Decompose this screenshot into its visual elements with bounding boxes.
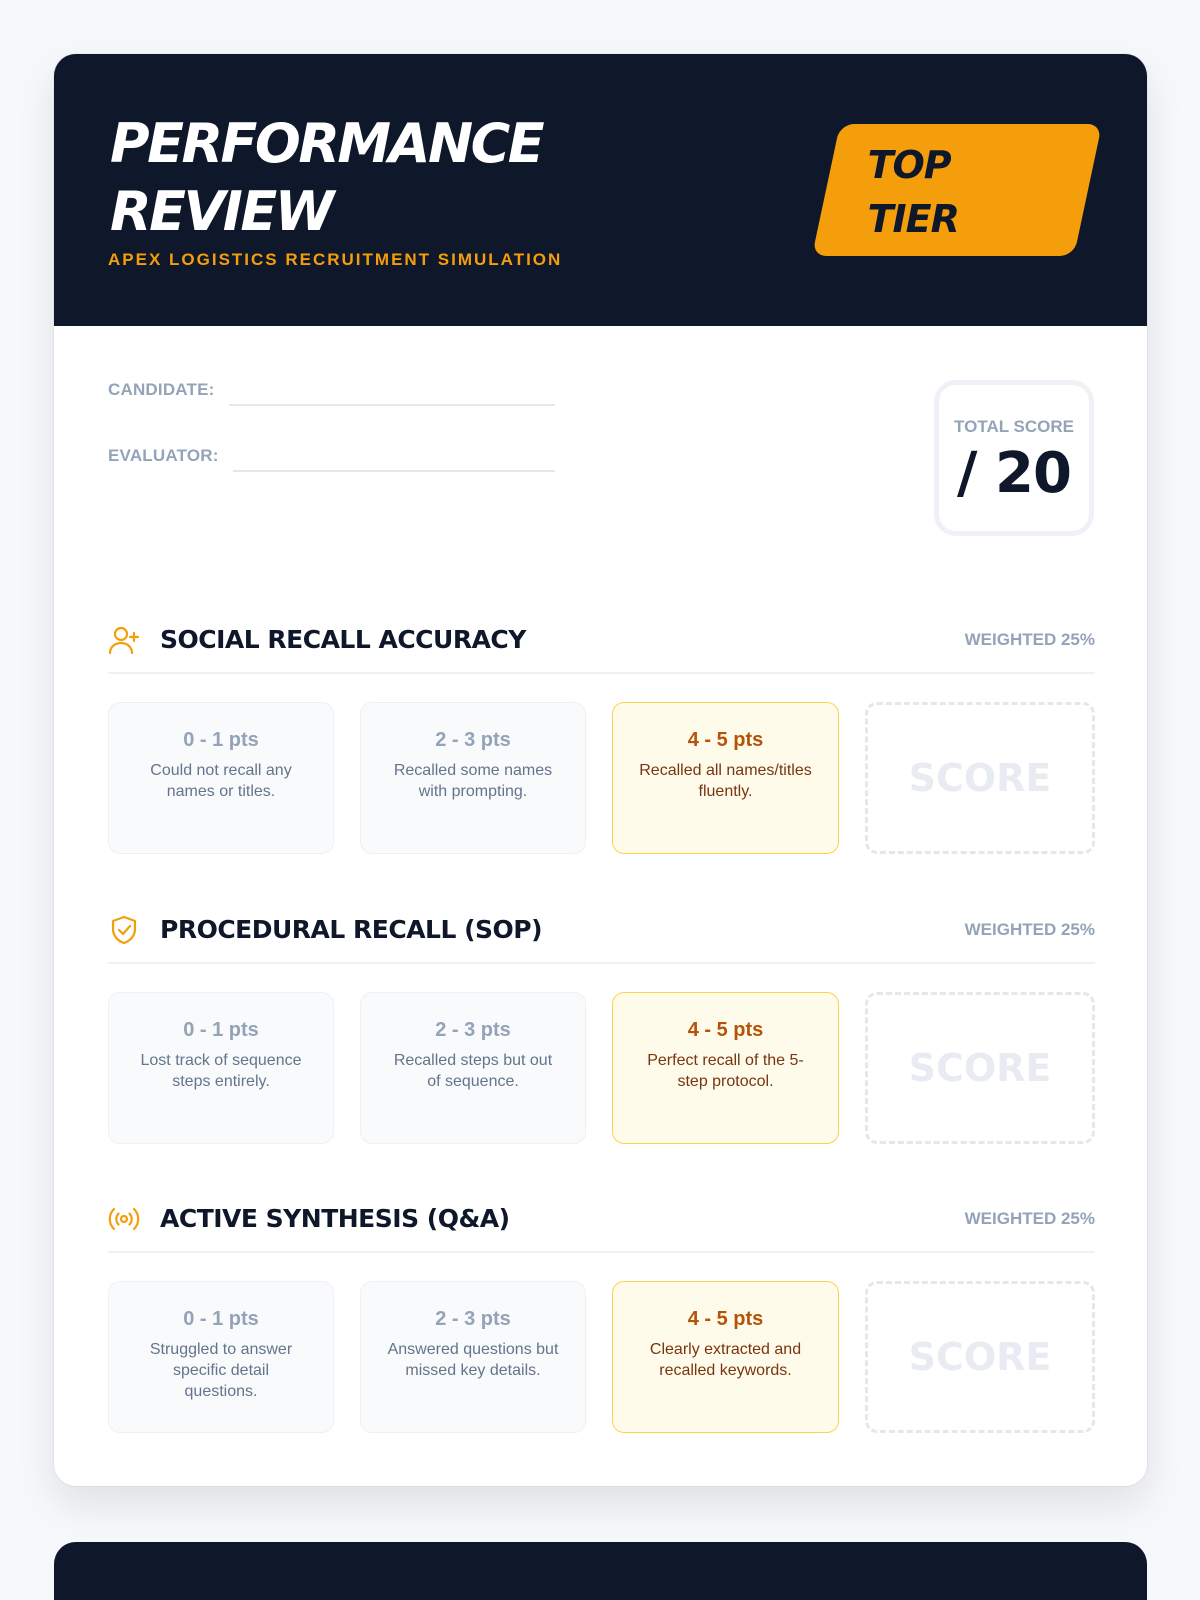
tier-description: Recalled steps but out of sequence.: [393, 1052, 553, 1090]
tier-high[interactable]: [612, 1281, 839, 1433]
tier-points: 4 - 5 pts: [687, 729, 764, 751]
tier-points: 2 - 3 pts: [435, 1019, 511, 1041]
section-weight: WEIGHTED 25%: [964, 1209, 1095, 1228]
evaluator-field: [108, 446, 555, 466]
review-header: [54, 54, 1147, 326]
total-score-label: TOTAL SCORE: [954, 417, 1074, 436]
tier-points: 0 - 1 pts: [183, 1308, 259, 1330]
tier-mid[interactable]: [360, 702, 586, 854]
tier-description: Struggled to answer specific detail questions.: [149, 1341, 293, 1400]
tier-low[interactable]: [108, 1281, 334, 1433]
shield-check-icon: [108, 914, 140, 946]
tier-points: 0 - 1 pts: [183, 729, 259, 751]
score-input[interactable]: SCORE: [865, 992, 1095, 1144]
tier-mid[interactable]: [360, 992, 586, 1144]
page-subtitle: APEX LOGISTICS RECRUITMENT SIMULATION: [108, 250, 563, 269]
tier-high[interactable]: [612, 992, 839, 1144]
section-social-recall: [108, 624, 1095, 674]
candidate-input[interactable]: [229, 404, 555, 406]
tier-description: Perfect recall of the 5-step protocol.: [647, 1052, 804, 1090]
broadcast-icon: [108, 1203, 140, 1235]
section-title: PROCEDURAL RECALL (SOP): [160, 915, 543, 944]
tier-description: Recalled some names with prompting.: [393, 762, 553, 800]
tier-low[interactable]: [108, 702, 334, 854]
review-card: [54, 54, 1147, 1486]
tier-points: 2 - 3 pts: [435, 1308, 511, 1330]
page-title: PERFORMANCE REVIEW: [110, 112, 543, 243]
tier-points: 2 - 3 pts: [435, 729, 511, 751]
tier-description: Answered questions but missed key details.: [387, 1341, 559, 1379]
candidate-field: [108, 380, 555, 400]
section-title: ACTIVE SYNTHESIS (Q&A): [160, 1204, 510, 1233]
rubric-row-social: [108, 702, 1095, 854]
user-plus-icon: [108, 624, 140, 656]
tier-high[interactable]: [612, 702, 839, 854]
total-score-value: / 20: [957, 441, 1071, 506]
tier-low[interactable]: [108, 992, 334, 1144]
tier-badge: [812, 124, 1102, 256]
tier-description: Recalled all names/titles fluently.: [639, 762, 812, 800]
section-weight: WEIGHTED 25%: [964, 920, 1095, 939]
total-score-box: [934, 380, 1094, 536]
tier-points: 4 - 5 pts: [687, 1019, 764, 1041]
section-active-synthesis: [108, 1203, 1095, 1253]
rubric-row-procedural: [108, 992, 1095, 1144]
evaluator-label: EVALUATOR:: [108, 446, 219, 465]
tier-points: 0 - 1 pts: [183, 1019, 259, 1041]
section-weight: WEIGHTED 25%: [964, 630, 1095, 649]
section-title: SOCIAL RECALL ACCURACY: [160, 625, 526, 654]
tier-mid[interactable]: [360, 1281, 586, 1433]
candidate-label: CANDIDATE:: [108, 380, 215, 399]
score-input[interactable]: SCORE: [865, 702, 1095, 854]
evaluator-input[interactable]: [233, 470, 555, 472]
tier-description: Lost track of sequence steps entirely.: [140, 1052, 302, 1090]
rubric-row-synthesis: [108, 1281, 1095, 1433]
score-input[interactable]: SCORE: [865, 1281, 1095, 1433]
tier-badge-label: TOP TIER: [867, 143, 959, 241]
footer-bar: [54, 1542, 1147, 1600]
tier-points: 4 - 5 pts: [687, 1308, 764, 1330]
section-procedural-recall: [108, 914, 1095, 964]
tier-description: Clearly extracted and recalled keywords.: [649, 1341, 802, 1379]
tier-description: Could not recall any names or titles.: [150, 762, 292, 800]
